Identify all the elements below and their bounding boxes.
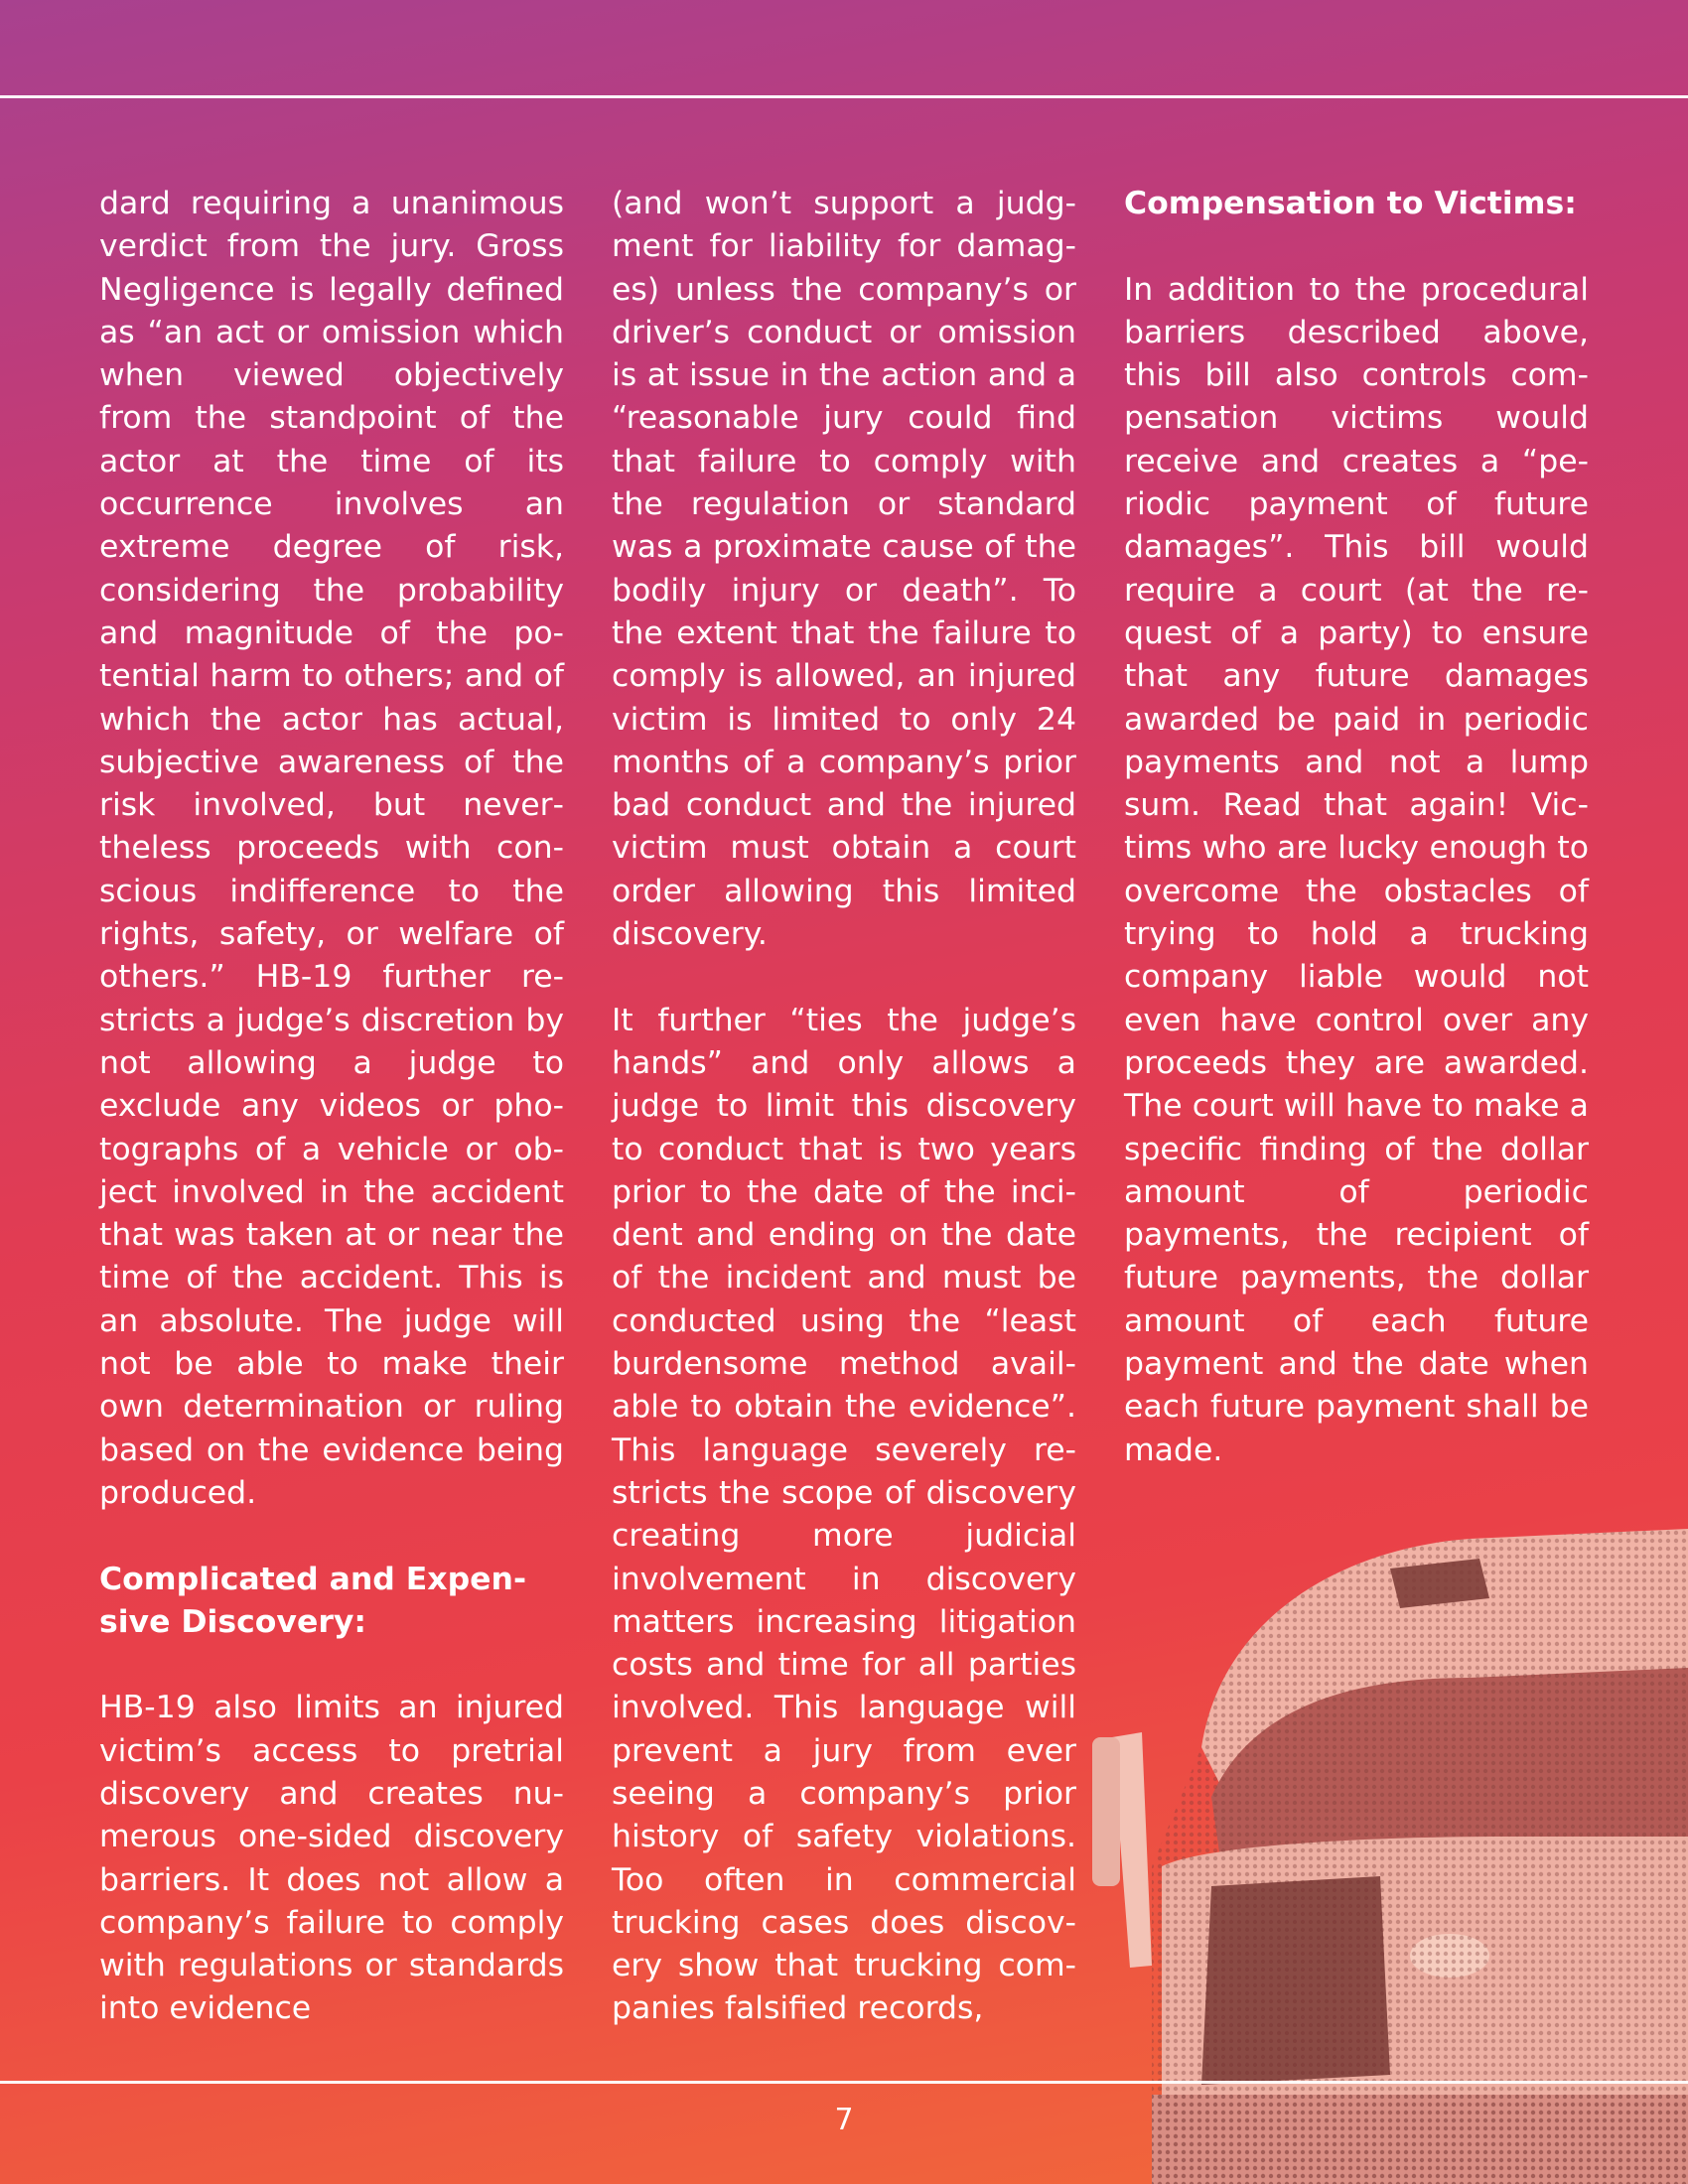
column-1	[99, 183, 564, 2031]
column-2	[612, 183, 1076, 2031]
paragraph: It further “ties the judge’s hands” and only allows a judge to limit this discovery to conduct that is two years prior to the date of the incident and ending on the date of the incident and must be conducted using the “least burdensome method available to obtain the evidence”. This language severely restricts the scope of discovery creating more judicial involvement in discovery matters increasing litigation costs and time for all parties involved. This language will prevent a jury from ever seeing a company’s prior history of safety violations. Too often in commercial trucking cases does discovery show that trucking companies falsified records,	[612, 1002, 1076, 2027]
page-number: 7	[834, 2103, 854, 2137]
paragraph: (and won’t support a judgment for liability for damages) unless the company’s or driver’s conduct or omission is at issue in the action and a “reasonable jury could find that failure to comply with the regulation or standard was a proximate cause of the bodily injury or death”. To the extent that the failure to comply is allowed, an injured victim is limited to only 24 months of a company’s prior bad conduct and the injured victim must obtain a court order allowing this limited discovery.	[612, 186, 1076, 953]
paragraph: HB-19 also limits an injured victim’s access to pretrial discovery and creates numerous one-sided discovery barriers. It does not allow a company’s failure to comply with regulations or standards into evidence	[99, 1690, 564, 2027]
column-3	[1124, 183, 1589, 1472]
paragraph: In addition to the procedural barriers described above, this bill also controls compensation victims would receive and creates a “periodic payment of future damages”. This bill would require a court (at the request of a party) to ensure that any future damages awarded be paid in periodic payments and not a lump sum. Read that again! Victims who are lucky enough to overcome the obstacles of trying to hold a trucking company liable would not even have control over any proceeds they are awarded. The court will have to make a specific finding of the dollar amount of periodic payments, the recipient of future payments, the dollar amount of each future payment and the date when each future payment shall be made.	[1124, 271, 1589, 1468]
top-rule	[0, 95, 1688, 98]
truck-illustration	[1053, 1489, 1688, 2184]
bottom-rule	[0, 2081, 1688, 2084]
paragraph: dard requiring a unanimous verdict from the jury. Gross Negligence is legally defined as “an act or omission which when viewed objectively from the standpoint of the actor at the time of its occurrence involves an extreme degree of risk, considering the probability and magnitude of the potential harm to others; and of which the actor has actual, subjective awareness of the risk involved, but nevertheless proceeds with conscious indifference to the rights, safety, or welfare of others.” HB-19 further restricts a judge’s discretion by not allowing a judge to exclude any videos or photographs of a vehicle or object involved in the accident that was taken at or near the time of the accident. This is an absolute. The judge will not be able to make their own determination or ruling based on the evidence being produced.	[99, 186, 564, 1511]
section-heading-compensation: Compensation to Victims:	[1124, 186, 1577, 221]
section-heading-discovery: Complicated and Expensive Discovery:	[99, 1561, 527, 1640]
